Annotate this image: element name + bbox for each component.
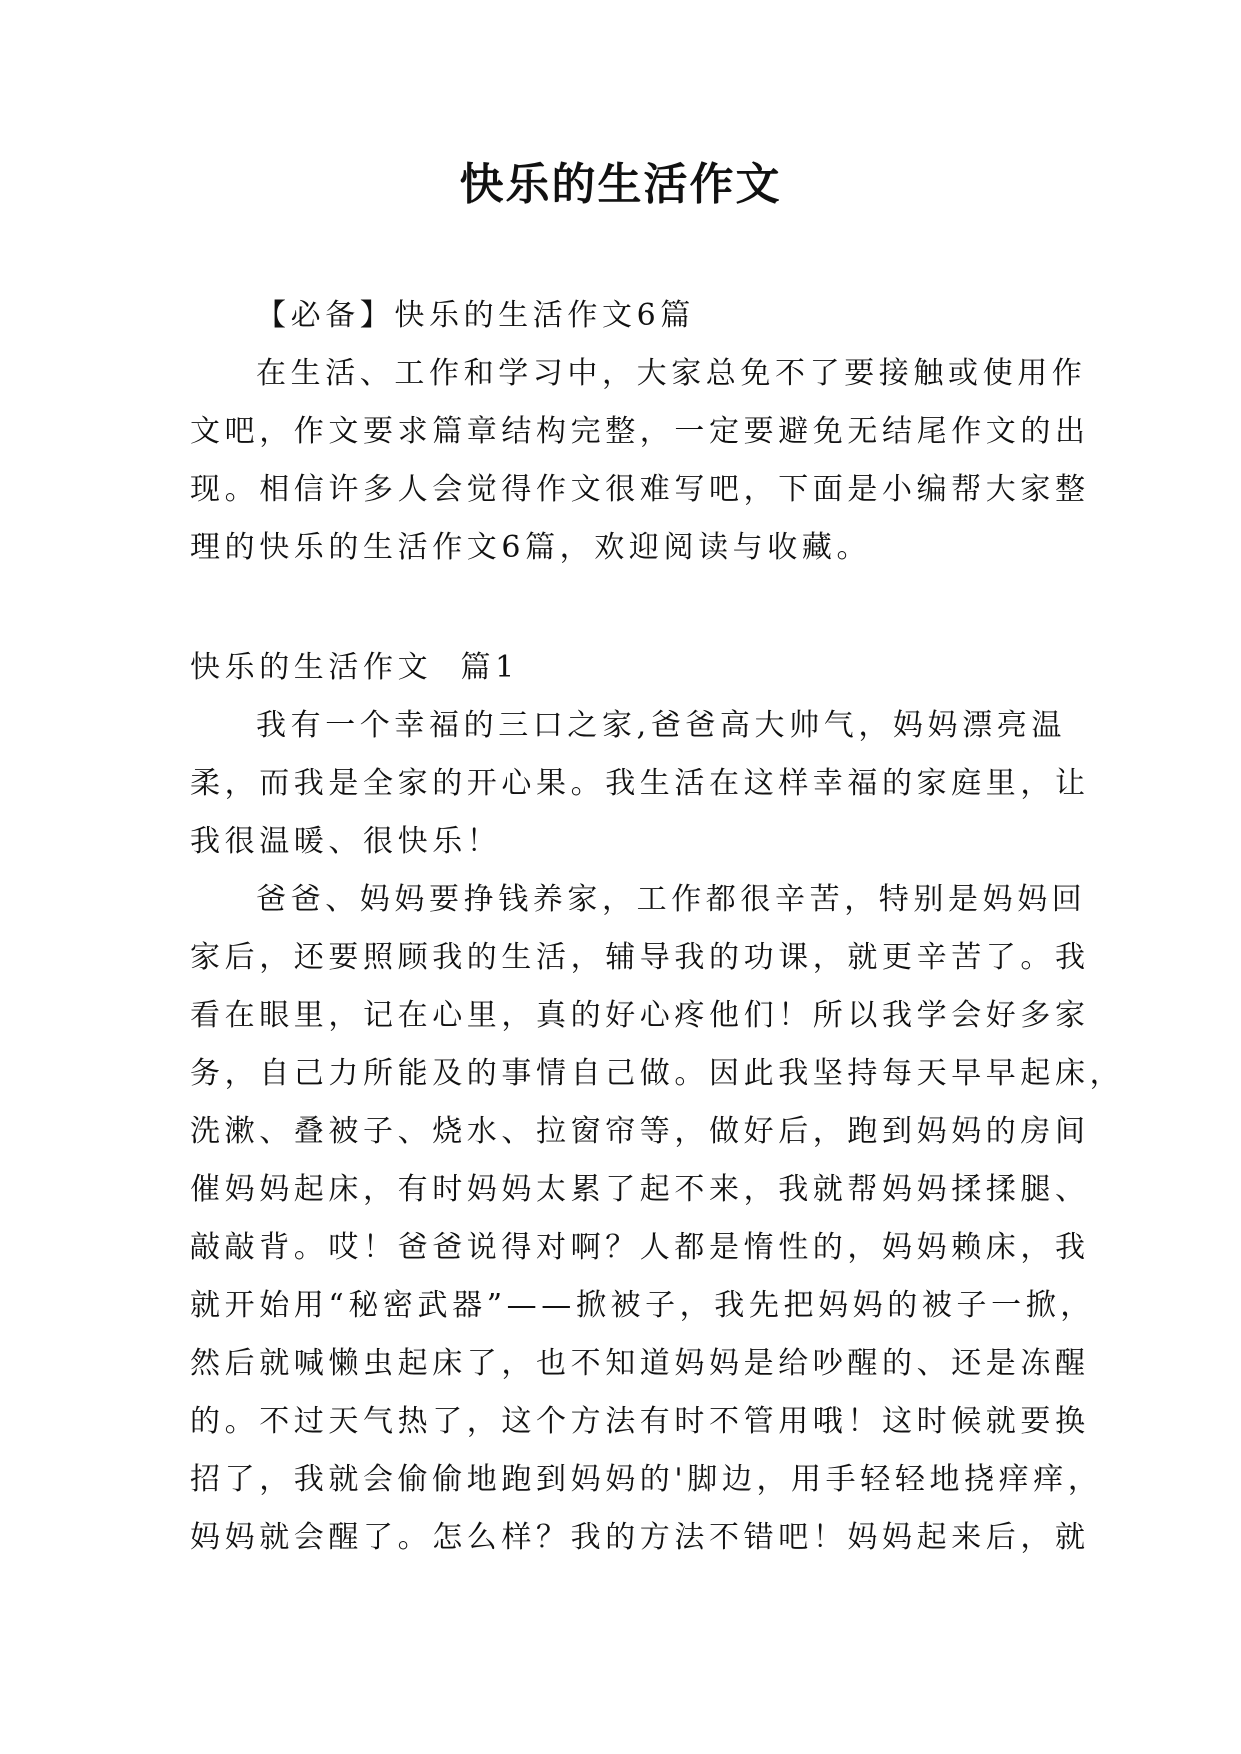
paragraph-line: 就开始用“秘密武器”——掀被子，我先把妈妈的被子一掀，	[190, 1288, 1095, 1323]
document-body	[190, 287, 1125, 1567]
section-paragraph-2	[190, 871, 1125, 1567]
intro-paragraph	[190, 345, 1090, 577]
paragraph-line: 洗漱、叠被子、烧水、拉窗帘等，做好后，跑到妈妈的房间	[190, 1114, 1090, 1149]
paragraph-line: 家后，还要照顾我的生活，辅导我的功课，就更辛苦了。我	[190, 940, 1090, 975]
document-title: 快乐的生活作文	[459, 159, 782, 210]
paragraph-line: 我有一个幸福的三口之家,爸爸高大帅气，妈妈漂亮温	[256, 708, 1066, 743]
paragraph-line: 柔，而我是全家的开心果。我生活在这样幸福的家庭里，让	[190, 766, 1090, 801]
paragraph-line: 的。不过天气热了，这个方法有时不管用哦！这时候就要换	[190, 1404, 1090, 1439]
section-spacer	[190, 577, 1050, 639]
section-paragraph-1	[190, 697, 1090, 871]
section-heading: 快乐的生活作文 篇1	[190, 650, 519, 685]
paragraph-line: 然后就喊懒虫起床了，也不知道妈妈是给吵醒的、还是冻醒	[190, 1346, 1090, 1381]
paragraph-line: 理的快乐的生活作文6篇，欢迎阅读与收藏。	[190, 530, 872, 565]
intro-heading: 【必备】快乐的生活作文6篇	[256, 298, 695, 333]
paragraph-line: 敲敲背。哎！爸爸说得对啊？人都是惰性的，妈妈赖床，我	[190, 1230, 1090, 1265]
paragraph-line: 爸爸、妈妈要挣钱养家，工作都很辛苦，特别是妈妈回	[256, 882, 1087, 917]
paragraph-line: 看在眼里，记在心里，真的好心疼他们！所以我学会好多家	[190, 998, 1090, 1033]
paragraph-line: 现。相信许多人会觉得作文很难写吧，下面是小编帮大家整	[190, 472, 1090, 507]
paragraph-line: 招了，我就会偷偷地跑到妈妈的'脚边，用手轻轻地挠痒痒，	[190, 1462, 1103, 1497]
paragraph-line: 妈妈就会醒了。怎么样？我的方法不错吧！妈妈起来后，就	[190, 1520, 1090, 1555]
paragraph-line: 文吧，作文要求篇章结构完整，一定要避免无结尾作文的出	[190, 414, 1090, 449]
paragraph-line: 务，自己力所能及的事情自己做。因此我坚持每天早早起床，	[190, 1056, 1125, 1091]
paragraph-line: 在生活、工作和学习中，大家总免不了要接触或使用作	[256, 356, 1087, 391]
paragraph-line: 催妈妈起床，有时妈妈太累了起不来，我就帮妈妈揉揉腿、	[190, 1172, 1090, 1207]
paragraph-line: 我很温暖、很快乐！	[190, 824, 502, 859]
